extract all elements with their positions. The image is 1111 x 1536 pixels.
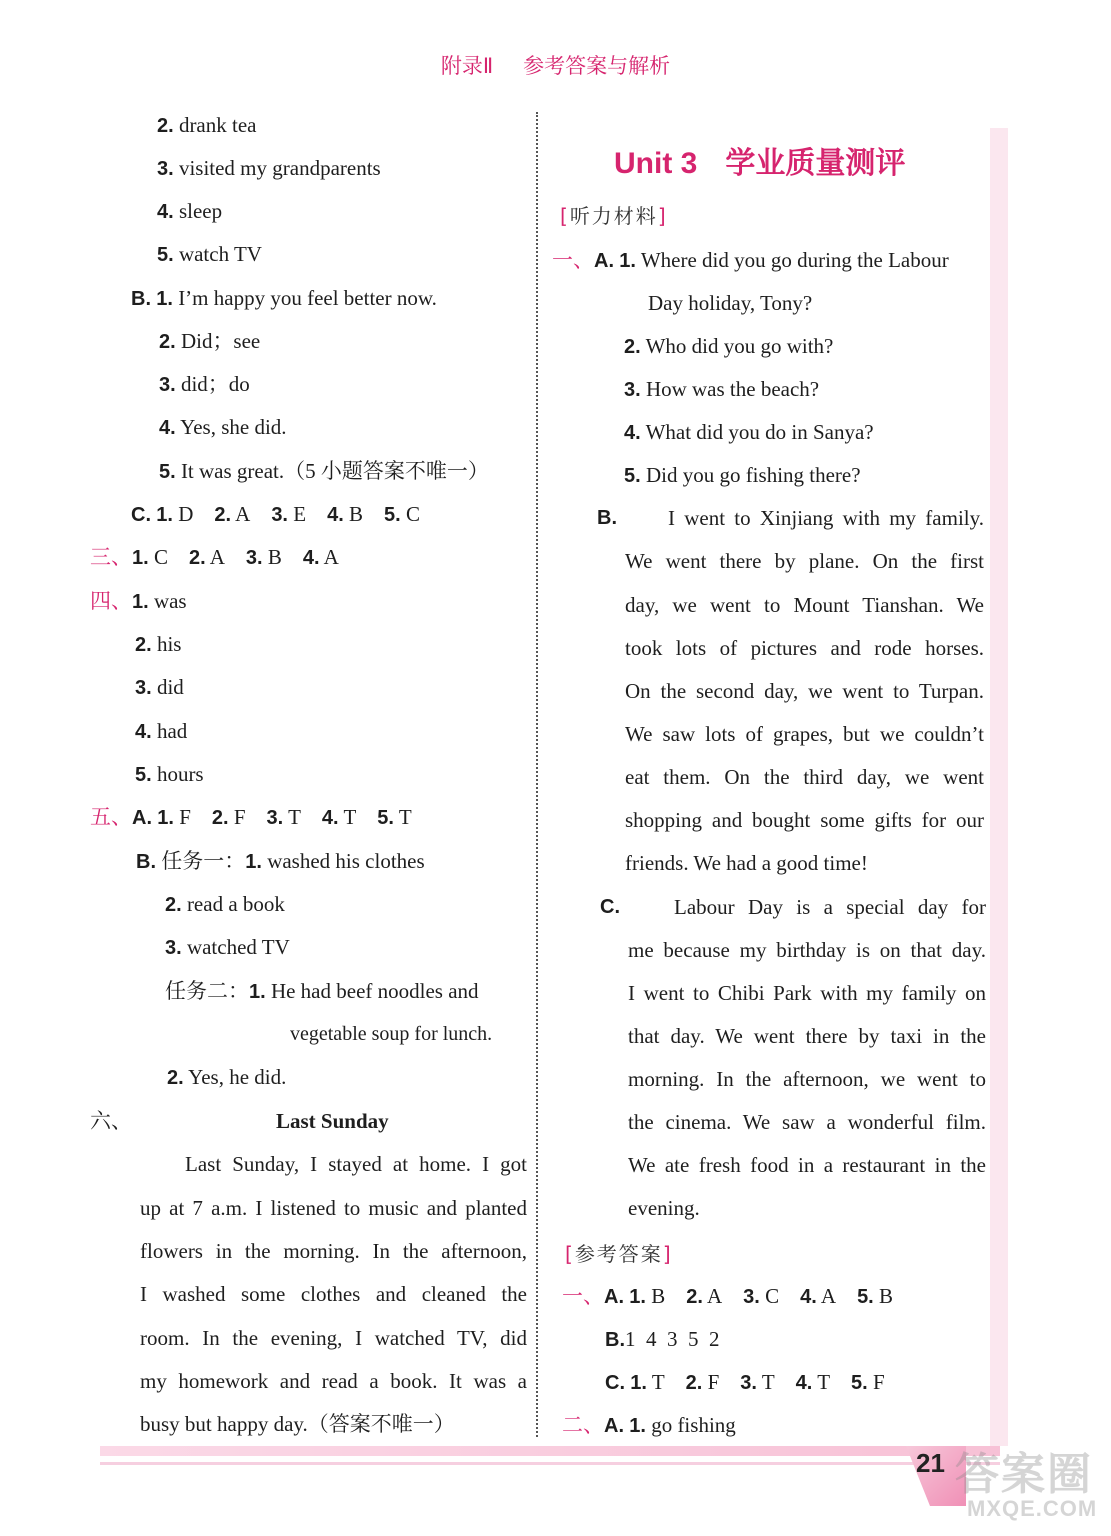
listening-line: We went there by plane. On the first (625, 549, 984, 573)
answer-text: had (156, 719, 188, 743)
part-label: B. (136, 851, 156, 873)
watermark-url: MXQE.COM (967, 1496, 1098, 1521)
item-number: 4. (327, 504, 344, 526)
listening-text: Where did you go during the Labour (640, 248, 949, 272)
answer-text: T (651, 1370, 665, 1394)
item-number: 3. (743, 1286, 760, 1308)
answer-line (562, 1412, 736, 1439)
answer-text: D (178, 502, 194, 526)
answer-text: C (405, 502, 420, 526)
item-number: 5. (857, 1286, 874, 1308)
answer-line (131, 501, 420, 528)
item-number: 4. (321, 807, 339, 829)
answer-text: He had beef noodles and (270, 979, 479, 1003)
item-number: 5. (159, 461, 176, 483)
unit-title (614, 138, 905, 182)
item-number: 2. (188, 547, 206, 569)
answer-text: did；do (180, 372, 250, 396)
part-label: A. (604, 1415, 624, 1437)
answer-text: C (153, 545, 168, 569)
item-number: 2. (167, 1067, 184, 1089)
item-number: 5. (851, 1372, 868, 1394)
listening-line: We saw lots of grapes, but we couldn’t (625, 722, 984, 746)
item-number: 4. (302, 547, 320, 569)
part-label: B. (131, 288, 151, 310)
item-number: 5. (384, 504, 401, 526)
answer-line (157, 198, 222, 225)
answer-text: Yes, he did. (188, 1065, 287, 1089)
item-number: 2. (211, 807, 229, 829)
item-number: 1. (132, 547, 149, 569)
listening-line (552, 247, 949, 274)
item-number: 1. (629, 1286, 646, 1308)
listening-line (624, 462, 861, 489)
watermark-logo-text: 答案圈 (955, 1449, 1093, 1500)
answer-text: F (179, 805, 191, 829)
answer-line (135, 631, 181, 658)
answer-line (562, 1283, 893, 1310)
section-number: 一、 (552, 248, 594, 272)
answer-text: his (156, 632, 182, 656)
answer-text: T (343, 805, 357, 829)
task-label: 任务一： (161, 849, 246, 873)
answer-line (90, 1108, 132, 1134)
section-label-text: 听力材料 (569, 204, 658, 228)
listening-line: We ate fresh food in a restaurant in the (628, 1153, 986, 1177)
item-number: 2. (624, 336, 641, 358)
listening-line: I went to Xinjiang with my family. (668, 506, 984, 530)
column-divider (536, 112, 538, 1437)
header-appendix: 附录Ⅱ (440, 54, 494, 78)
answer-text: A (235, 502, 251, 526)
answer-text: A (209, 545, 225, 569)
item-number: 3. (135, 677, 152, 699)
item-number: 1. (619, 250, 636, 272)
answer-text: E (293, 502, 307, 526)
section-number: 六、 (90, 1109, 132, 1133)
item-number: 1. (249, 981, 266, 1003)
part-label: B. (597, 507, 617, 529)
section-label-answers: [参考答案] (565, 1242, 673, 1266)
header-title: 参考答案与解析 (523, 54, 671, 78)
answer-text: T (398, 805, 412, 829)
item-number: 2. (214, 504, 232, 526)
listening-line: day, we went to Mount Tianshan. We (625, 593, 984, 617)
answer-text: watch TV (178, 242, 262, 266)
item-number: 2. (159, 331, 176, 353)
answer-text: A (323, 545, 339, 569)
answer-line (157, 112, 256, 139)
page-header (0, 50, 1111, 80)
answer-line (290, 1021, 492, 1047)
item-number: 2. (685, 1372, 703, 1394)
listening-line: Labour Day is a special day for (674, 895, 986, 919)
item-number: 1. (156, 288, 173, 310)
item-number: 3. (271, 504, 288, 526)
task-label: 任务二： (165, 979, 249, 1003)
item-number: 5. (157, 244, 174, 266)
item-number: 3. (245, 547, 263, 569)
item-number: 1. (245, 851, 262, 873)
answer-text: go fishing (651, 1413, 736, 1437)
item-number: 4. (800, 1286, 817, 1308)
unit-number: Unit 3 (614, 147, 698, 180)
part-label: C. (600, 896, 620, 918)
answer-text: I’m happy you feel better now. (178, 286, 437, 310)
section-number: 四、 (90, 589, 132, 613)
watermark (955, 1438, 1105, 1533)
item-number: 3. (159, 374, 176, 396)
answer-text: drank tea (178, 113, 257, 137)
answer-line (136, 848, 425, 875)
answer-line (157, 241, 262, 268)
answer-text: vegetable soup for lunch. (290, 1023, 493, 1045)
answer-text: A (706, 1284, 723, 1308)
answer-line (90, 804, 412, 831)
item-number: 4. (624, 422, 641, 444)
item-number: 1. (630, 1372, 647, 1394)
essay-line: I washed some clothes and cleaned the (140, 1282, 527, 1306)
item-number: 4. (157, 201, 174, 223)
listening-line: that day. We went there by taxi in the (628, 1024, 986, 1048)
answer-text: B (879, 1284, 894, 1308)
listening-line: Day holiday, Tony? (648, 291, 813, 315)
section-label-text: 参考答案 (574, 1242, 663, 1266)
answer-text: T (288, 805, 301, 829)
part-label: A. (604, 1286, 624, 1308)
item-number: 3. (266, 807, 284, 829)
answer-text: T (761, 1370, 775, 1394)
listening-line (624, 333, 833, 360)
answer-text: watched TV (186, 935, 290, 959)
footer-line (100, 1462, 1000, 1465)
answer-line (135, 718, 187, 745)
answer-text: F (707, 1370, 720, 1394)
answer-text: B (267, 545, 282, 569)
item-number: 2. (157, 115, 174, 137)
answer-text: B (651, 1284, 666, 1308)
essay-line: busy but happy day.（答案不唯一） (140, 1412, 455, 1436)
listening-line: shopping and bought some gifts for our (625, 808, 984, 832)
part-label: C. (605, 1372, 625, 1394)
listening-text: Did you go fishing there? (645, 463, 861, 487)
answer-text: C (765, 1284, 780, 1308)
item-number: 1. (132, 591, 149, 613)
answer-line (167, 1064, 286, 1091)
answer-text: Did；see (180, 329, 261, 353)
answer-line (157, 155, 381, 182)
answer-line (159, 414, 287, 441)
page-number: 21 (916, 1448, 945, 1478)
essay-line: room. In the evening, I watched TV, did (140, 1326, 527, 1350)
answer-text: read a book (186, 892, 285, 916)
answer-text: sleep (178, 199, 223, 223)
item-number: 1. (156, 504, 173, 526)
item-number: 3. (165, 937, 182, 959)
listening-line (624, 419, 874, 446)
item-number: 5. (377, 807, 394, 829)
answer-text: A (820, 1284, 837, 1308)
essay-line: flowers in the morning. In the afternoon, (140, 1239, 527, 1263)
answer-text: was (153, 589, 187, 613)
answer-text: did (156, 675, 184, 699)
answer-line (165, 978, 479, 1005)
item-number: 1. (157, 807, 174, 829)
item-number: 5. (624, 465, 641, 487)
answer-line (135, 761, 204, 788)
item-number: 2. (165, 894, 182, 916)
part-label: A. (594, 250, 614, 272)
listening-line: evening. (628, 1196, 700, 1220)
answer-line (159, 328, 260, 355)
item-number: 2. (135, 634, 152, 656)
answer-line (131, 285, 437, 312)
item-number: 4. (795, 1372, 813, 1394)
listening-line: me because my birthday is on that day. (628, 938, 986, 962)
answer-line (159, 458, 489, 485)
part-label: A. (132, 807, 152, 829)
answer-text: T (817, 1370, 831, 1394)
answer-line (159, 371, 250, 398)
answer-line (605, 1326, 720, 1353)
answer-text: visited my grandparents (178, 156, 381, 180)
answer-text: F (872, 1370, 885, 1394)
section-label-listening: [听力材料] (560, 204, 668, 228)
listening-line: morning. In the afternoon, we went to (628, 1067, 986, 1091)
item-number: 5. (135, 764, 152, 786)
part-label: C. (131, 504, 151, 526)
margin-band (990, 128, 1008, 1446)
item-number: 4. (135, 721, 152, 743)
listening-line: eat them. On the third day, we went (625, 765, 984, 789)
section-number: 一、 (562, 1284, 604, 1308)
item-number: 3. (157, 158, 174, 180)
section-number: 三、 (90, 545, 132, 569)
listening-line: friends. We had a good time! (625, 851, 868, 875)
part-label: B. (605, 1329, 625, 1351)
answer-text: washed his clothes (267, 849, 425, 873)
answer-line (165, 934, 290, 961)
listening-line: I went to Chibi Park with my family on (628, 981, 986, 1005)
item-number: 3. (624, 379, 641, 401)
section-number: 二、 (562, 1413, 604, 1437)
answer-text: B (349, 502, 364, 526)
item-number: 4. (159, 417, 176, 439)
essay-line: my homework and read a book. It was a (140, 1369, 527, 1393)
answer-line (135, 674, 184, 701)
listening-text: How was the beach? (645, 377, 820, 401)
essay-line: up at 7 a.m. I listened to music and planted (140, 1196, 527, 1220)
listening-line: On the second day, we went to Turpan. (625, 679, 984, 703)
answer-text: It was great.（5 小题答案不唯一） (180, 459, 489, 483)
unit-subtitle: 学业质量测评 (725, 146, 906, 181)
essay-title: Last Sunday (276, 1109, 389, 1133)
essay-line: Last Sunday, I stayed at home. I got (185, 1152, 527, 1176)
item-number: 1. (629, 1415, 646, 1437)
answer-text: 1 4 3 5 2 (625, 1327, 720, 1351)
listening-text: Who did you go with? (645, 334, 834, 358)
item-number: 3. (740, 1372, 757, 1394)
footer-bar (100, 1446, 1000, 1456)
section-number: 五、 (90, 805, 132, 829)
answer-text: hours (156, 762, 204, 786)
listening-text: What did you do in Sanya? (645, 420, 874, 444)
answer-line (90, 588, 187, 615)
answer-text: F (233, 805, 246, 829)
answer-line (90, 544, 339, 571)
answer-line (165, 891, 285, 918)
listening-line (624, 376, 819, 403)
answer-line (605, 1369, 885, 1396)
listening-line: the cinema. We saw a wonderful film. (628, 1110, 986, 1134)
answer-text: Yes, she did. (180, 415, 287, 439)
listening-line: took lots of pictures and rode horses. (625, 636, 984, 660)
item-number: 2. (686, 1286, 703, 1308)
